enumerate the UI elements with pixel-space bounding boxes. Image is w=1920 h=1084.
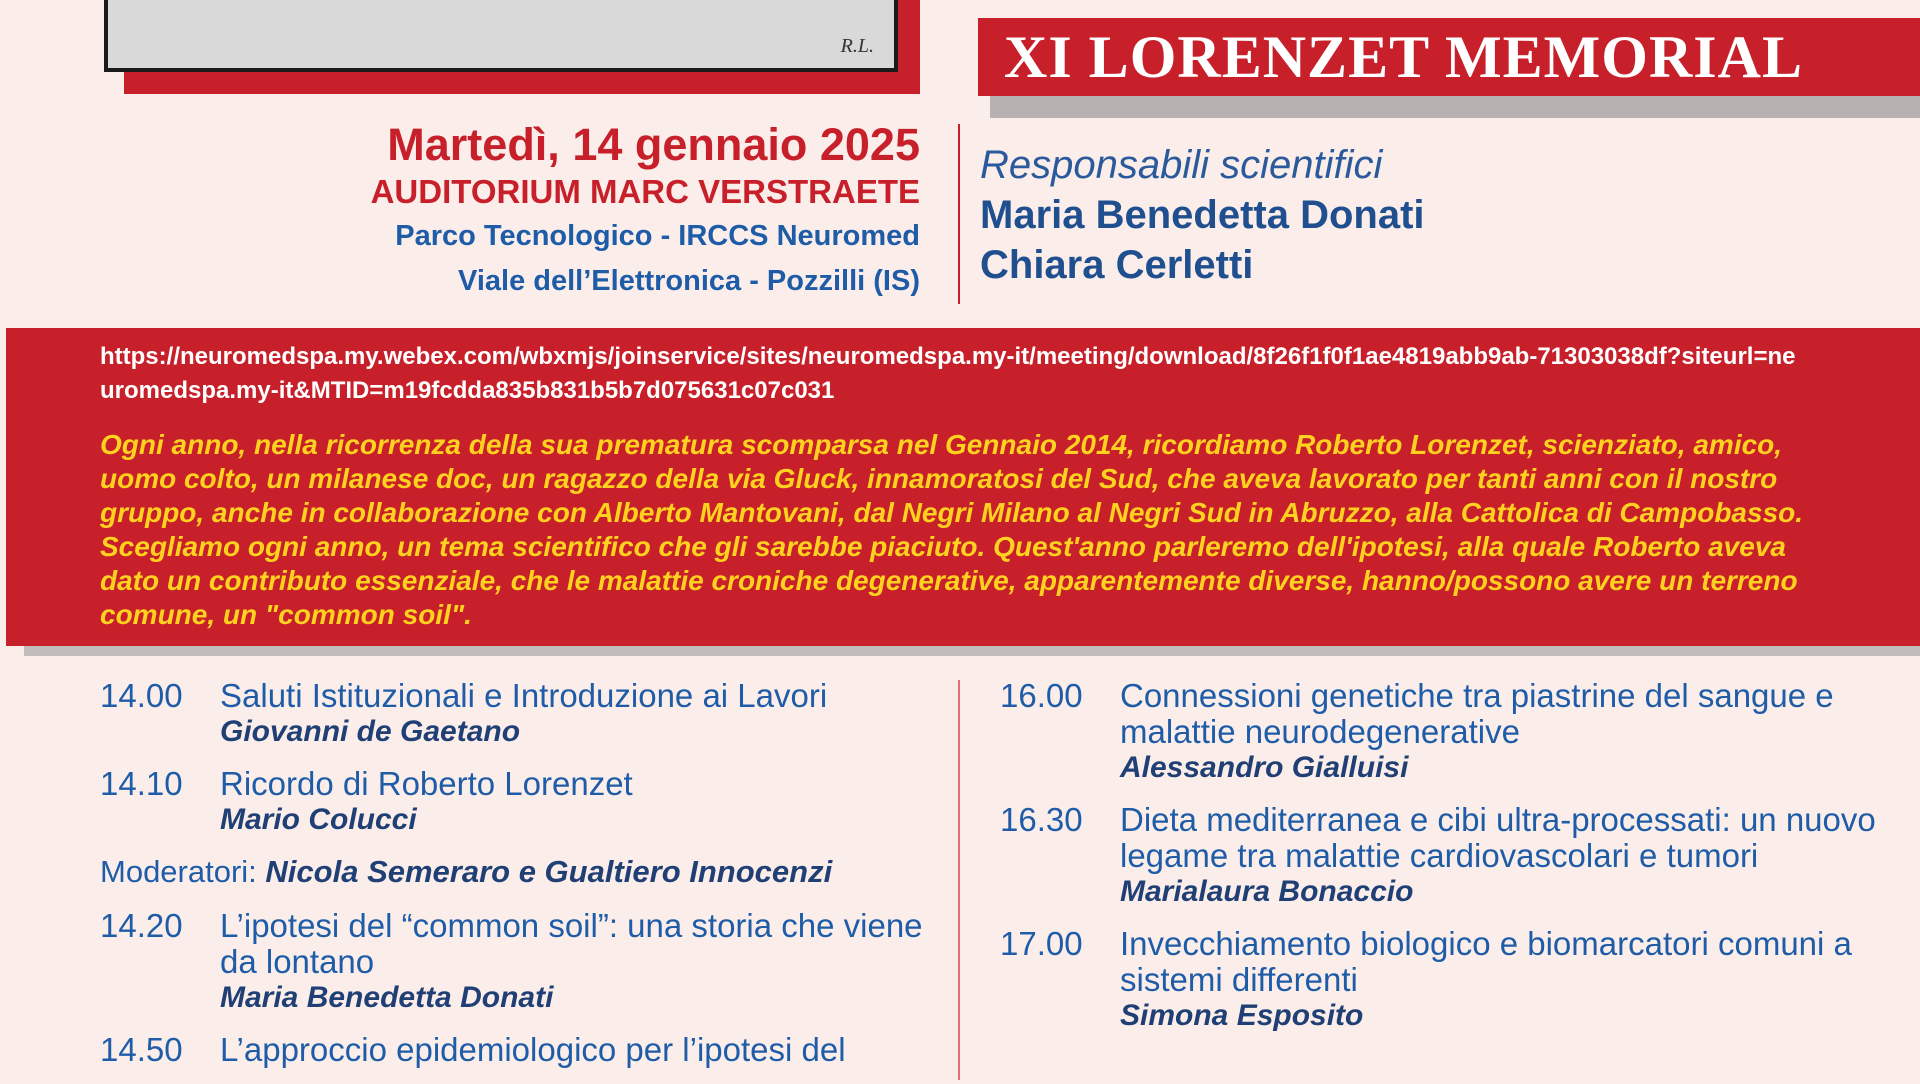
program-time: 14.10 [100,765,183,802]
program-item [1000,926,1900,1034]
event-address-line2: Viale dell’Elettronica - Pozzilli (IS) [458,265,920,297]
program-time: 14.00 [100,677,183,714]
scientific-lead-name: Maria Benedetta Donati [980,193,1425,237]
moderators-names: Nicola Semeraro e Gualtiero Innocenzi [265,854,833,889]
program-speaker: Mario Colucci [220,803,417,836]
program-title: Dieta mediterranea e cibi ultra-processati: un nuovo legame tra malattie cardiovascolari e tumori [1120,801,1876,874]
moderators-label: Moderatori: [100,854,257,889]
program-item [100,1032,940,1068]
scientific-lead-name: Chiara Cerletti [980,243,1254,287]
program-divider [958,680,960,1080]
program-item [1000,678,1900,786]
program-item [100,766,940,838]
program-speaker: Alessandro Gialluisi [1120,751,1409,784]
memorial-banner: XI LORENZET MEMORIAL [978,18,1920,96]
program-left-column [100,678,940,1084]
program-right-column [1000,678,1900,1050]
program-title: Saluti Istituzionali e Introduzione ai Lavori [220,677,828,714]
event-venue: AUDITORIUM MARC VERSTRAETE [370,173,920,210]
program-item [100,908,940,1016]
program-time: 16.30 [1000,801,1083,838]
divider-top [958,124,960,304]
program-speaker: Maria Benedetta Donati [220,981,554,1014]
program-speaker: Giovanni de Gaetano [220,715,521,748]
event-address-line1: Parco Tecnologico - IRCCS Neuromed [395,220,920,252]
program-title: Invecchiamento biologico e biomarcatori comuni a sistemi differenti [1120,925,1852,998]
program-time: 17.00 [1000,925,1083,962]
scientific-leads [980,140,1425,290]
program-title: Connessioni genetiche tra piastrine del sangue e malattie neurodegenerative [1120,677,1834,750]
scientific-leads-label: Responsabili scientifici [980,143,1383,187]
program-item [100,678,940,750]
event-details [371,120,920,304]
program-time: 14.50 [100,1031,183,1068]
quote-signature: R.L. [840,35,874,57]
moderators [100,854,940,890]
program-speaker: Simona Esposito [1120,999,1364,1032]
intro-text: Ogni anno, nella ricorrenza della sua prematura scomparsa nel Gennaio 2014, ricordiamo Roberto Lorenzet, scienziato, amico, uomo colto, un milanese doc, un ragazzo della via Gluck, innamoratosi del Sud, che aveva lavorato per tanti anni con il nostro gruppo, anche in collaborazione con Alberto Mantovani, dal Negri Milano al Negri Sud in Abruzzo, alla Cattolica di Campobasso. Scegliamo ogni anno, un tema scientifico che gli sarebbe piaciuto. Quest'anno parleremo dell'ipotesi, alla quale Roberto aveva dato un contributo essenziale, che le malattie croniche degenerative, apparentemente diverse, hanno/possono avere un terreno comune, un "common soil". [100,429,1804,630]
program-item [1000,802,1900,910]
program-title: L’ipotesi del “common soil”: una storia che viene da lontano [220,907,923,980]
program-title: L’approccio epidemiologico per l’ipotesi del [220,1031,846,1068]
event-date: Martedì, 14 gennaio 2025 [387,119,920,170]
program-time: 16.00 [1000,677,1083,714]
program-title: Ricordo di Roberto Lorenzet [220,765,633,802]
program-speaker: Marialaura Bonaccio [1120,875,1414,908]
webex-link[interactable]: https://neuromedspa.my.webex.com/wbxmjs/joinservice/sites/neuromedspa.my-it/meeting/download/8f26f1f0f1ae4819abb9ab-71303038df?siteurl=neuromedspa.my-it&MTID=m19fcdda835b831b5b7d075631c07c031 [100,343,1796,404]
program-time: 14.20 [100,907,183,944]
quote-box [104,0,898,72]
